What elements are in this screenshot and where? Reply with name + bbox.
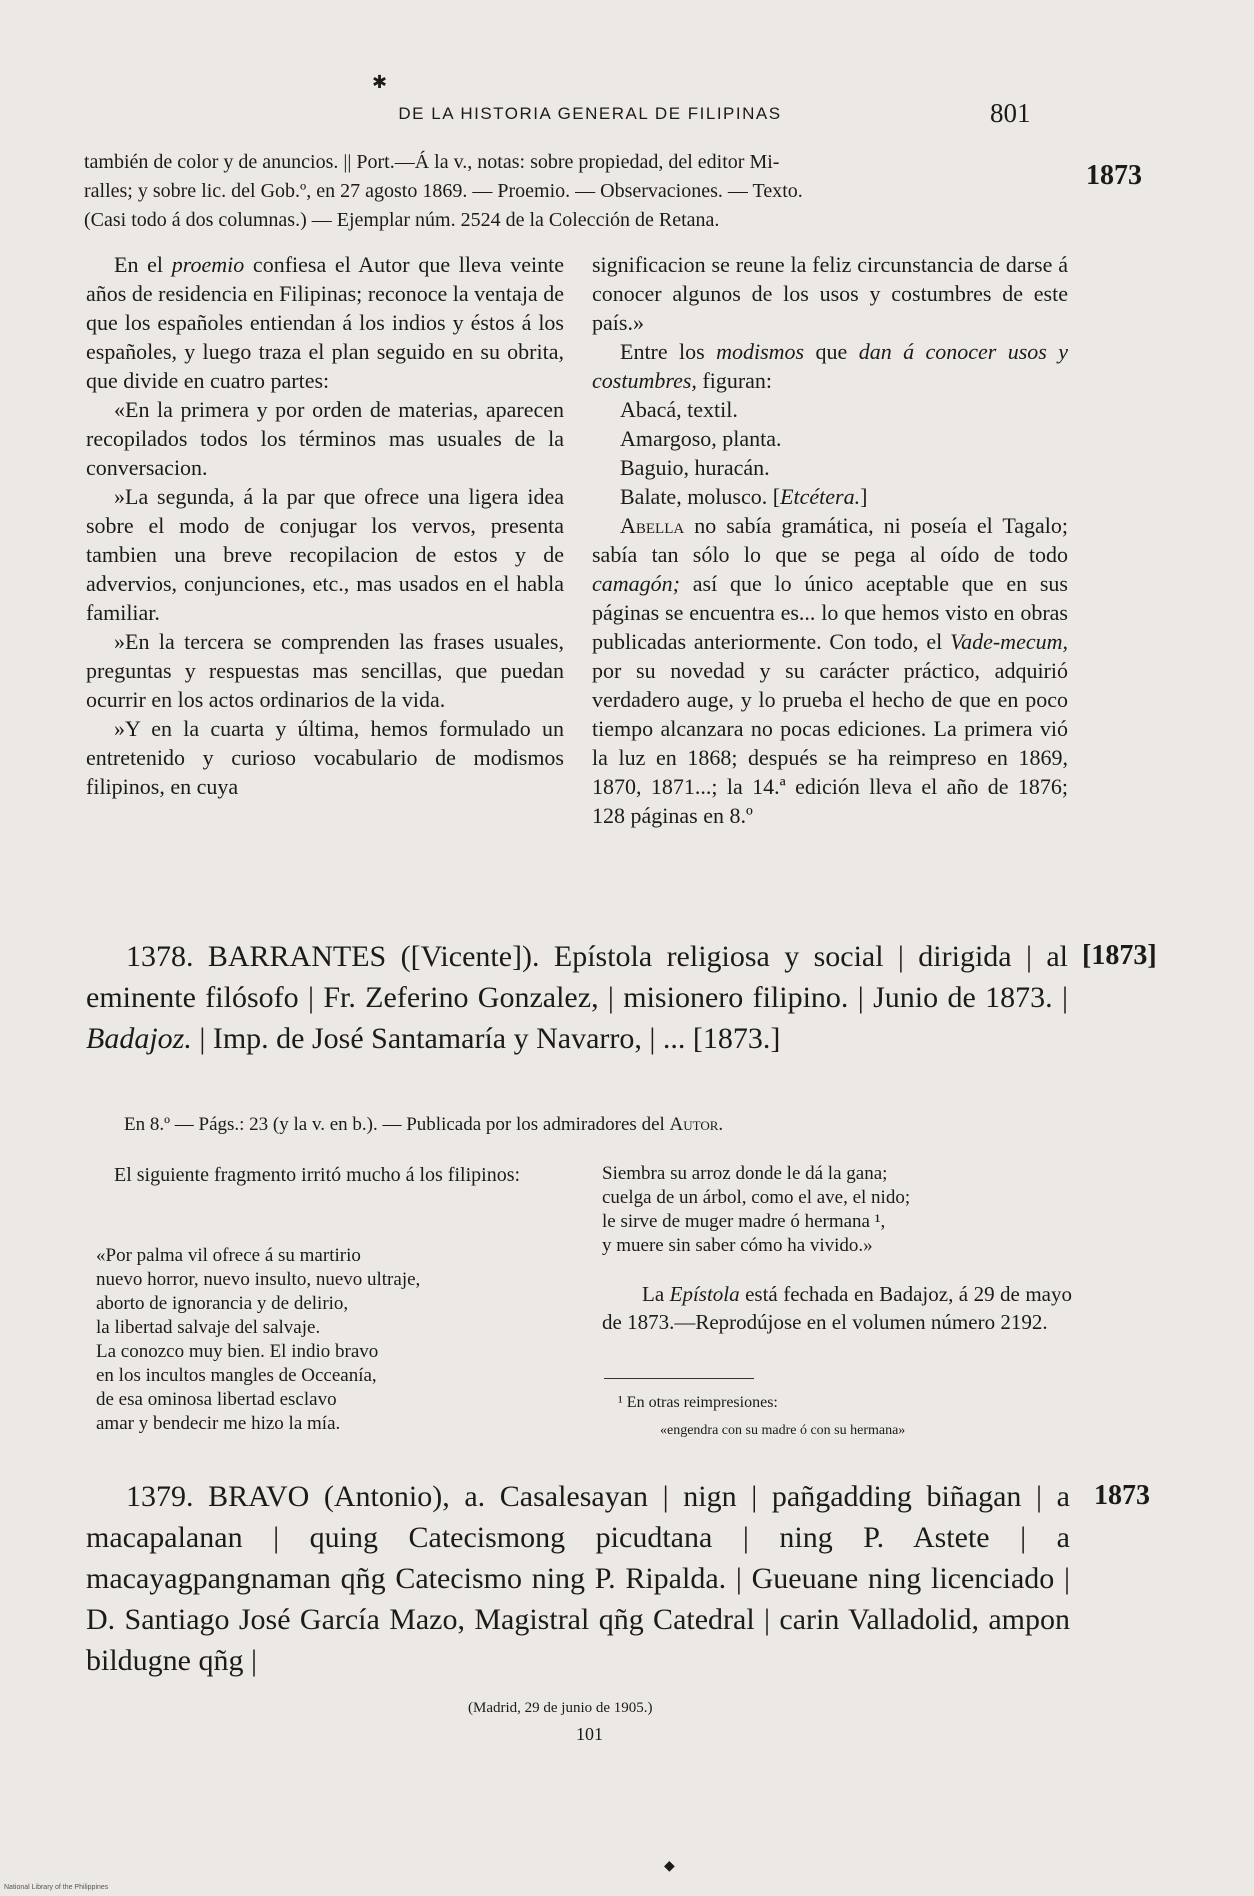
intro-line: también de color y de anuncios. || Port.—Á la v., notas: sobre propiedad, del editor Mi- xyxy=(84,151,780,173)
paragraph: Abella no sabía gramática, ni poseía el Tagalo; sabía tan sólo lo que se pega al oído de todo camagón; así que lo único aceptable que en sus páginas se encuentra es... lo que hemos visto en obras publicadas anteriormente. Con todo, el Vade-mecum, por su novedad y su carácter práctico, adquirió verdadero auge, y lo prueba el hecho de que en poco tiempo alcanzara no pocas ediciones. La primera vió la luz en 1868; después se ha reimpreso en 1869, 1870, 1871...; la 14.ª edición lleva el año de 1876; 128 páginas en 8.º xyxy=(592,513,1068,828)
verse-line: en los incultos mangles de Occeanía, xyxy=(96,1365,377,1386)
footnote-quote: «engendra con su madre ó con su hermana» xyxy=(660,1423,906,1438)
verse-line: «Por palma vil ofrece á su martirio xyxy=(96,1245,361,1266)
entry-text: 1379. BRAVO (Antonio), a. Casalesayan | nign | pañgadding biñagan | a macapalanan | quing Catecismong picudtana | ning P. Astete | a macayagpangnaman qñg Catecismo ning P. Ripalda. | Gueuane ning licenciado | D. Santiago José García Mazo, Magistral qñg Catedral | carin Valladolid, ampon bildugne qñg | xyxy=(86,1480,1070,1677)
paragraph: »Y en la cuarta y última, hemos formulado un entretenido y curioso vocabulario de modismos filipinos, en cuya xyxy=(86,716,564,799)
footnote-rule xyxy=(604,1378,754,1379)
list-item: Abacá, textil. xyxy=(620,397,738,422)
imprint: (Madrid, 29 de junio de 1905.) xyxy=(468,1700,653,1716)
page-number: 801 xyxy=(990,98,1031,128)
entry-1378-note: En 8.º — Págs.: 23 (y la v. en b.). — Publicada por los admiradores del Autor. xyxy=(124,1114,724,1135)
verse-line: Siembra su arroz donde le dá la gana; xyxy=(602,1163,888,1184)
paragraph: significacion se reune la feliz circunstancia de darse á conocer algunos de los usos y costumbres de este país.» xyxy=(592,252,1068,335)
verse-block-2 xyxy=(602,1162,910,1258)
verse-line: y muere sin saber cómo ha vivido.» xyxy=(602,1235,873,1256)
verse-block-1 xyxy=(96,1244,420,1436)
running-head: DE LA HISTORIA GENERAL DE FILIPINAS xyxy=(398,104,782,123)
scan-credit: National Library of the Philippines xyxy=(4,1884,109,1891)
paragraph: »La segunda, á la par que ofrece una ligera idea sobre el modo de conjugar los vervos, presenta tambien una breve recopilacion de estos y de advervios, conjunciones, etc., mas usados en el habla familiar. xyxy=(86,484,564,625)
verse-line: de esa ominosa libertad esclavo xyxy=(96,1389,337,1410)
entry-1379 xyxy=(86,1476,1070,1681)
verse-line: la libertad salvaje del salvaje. xyxy=(96,1317,321,1338)
entry-1379-year: 1873 xyxy=(1094,1480,1150,1511)
list-item: Baguio, huracán. xyxy=(620,455,770,480)
fragment-after: La Epístola está fechada en Badajoz, á 29 de mayo de 1873.—Reprodújose en el volumen número 2192. xyxy=(602,1282,1072,1334)
entry-1378 xyxy=(86,936,1068,1059)
top-mark: ✱ xyxy=(372,72,388,92)
paragraph: »En la tercera se comprenden las frases usuales, preguntas y respuestas mas sencillas, que puedan ocurrir en los actos ordinarios de la vida. xyxy=(86,629,564,712)
paragraph: «En la primera y por orden de materias, aparecen recopilados todos los términos mas usuales de la conversacion. xyxy=(86,397,564,480)
verse-line: amar y bendecir me hizo la mía. xyxy=(96,1413,341,1434)
bottom-mark: ◆ xyxy=(664,1859,675,1874)
verse-line: nuevo horror, nuevo insulto, nuevo ultraje, xyxy=(96,1269,421,1290)
paragraph: Entre los modismos que dan á conocer usos y costumbres, figuran: xyxy=(592,339,1069,393)
signature-mark: 101 xyxy=(576,1724,603,1744)
paragraph: En el proemio confiesa el Autor que lleva veinte años de residencia en Filipinas; reconoce la ventaja de que los españoles entiendan á los indios y éstos á los españoles, y luego traza el plan seguido en su obrita, que divide en cuatro partes: xyxy=(86,252,564,393)
list-item: Amargoso, planta. xyxy=(620,426,782,451)
verse-line: La conozco muy bien. El indio bravo xyxy=(96,1341,379,1362)
footnote: ¹ En otras reimpresiones: xyxy=(618,1394,778,1411)
entry-text: 1378. BARRANTES ([Vicente]). Epístola religiosa y social | dirigida | al eminente filósofo | Fr. Zeferino Gonzalez, | misionero filipino. | Junio de 1873. | Badajoz. | Imp. de José Santamaría y Navarro, | ... [1873.] xyxy=(86,940,1068,1055)
entry-1378-year: [1873] xyxy=(1082,940,1157,971)
right-column xyxy=(592,250,1068,830)
intro-year: 1873 xyxy=(1086,160,1142,191)
intro-line: (Casi todo á dos columnas.) — Ejemplar núm. 2524 de la Colección de Retana. xyxy=(84,209,720,231)
fragment-intro: El siguiente fragmento irritó mucho á los filipinos: xyxy=(114,1164,521,1186)
verse-line: aborto de ignorancia y de delirio, xyxy=(96,1293,349,1314)
verse-line: le sirve de muger madre ó hermana ¹, xyxy=(602,1211,886,1232)
verse-line: cuelga de un árbol, como el ave, el nido; xyxy=(602,1187,911,1208)
list-item: Balate, molusco. [Etcétera.] xyxy=(620,484,868,509)
left-column xyxy=(86,250,564,801)
intro-block xyxy=(84,148,1066,235)
intro-line: ralles; y sobre lic. del Gob.º, en 27 agosto 1869. — Proemio. — Observaciones. — Texto. xyxy=(84,180,803,202)
